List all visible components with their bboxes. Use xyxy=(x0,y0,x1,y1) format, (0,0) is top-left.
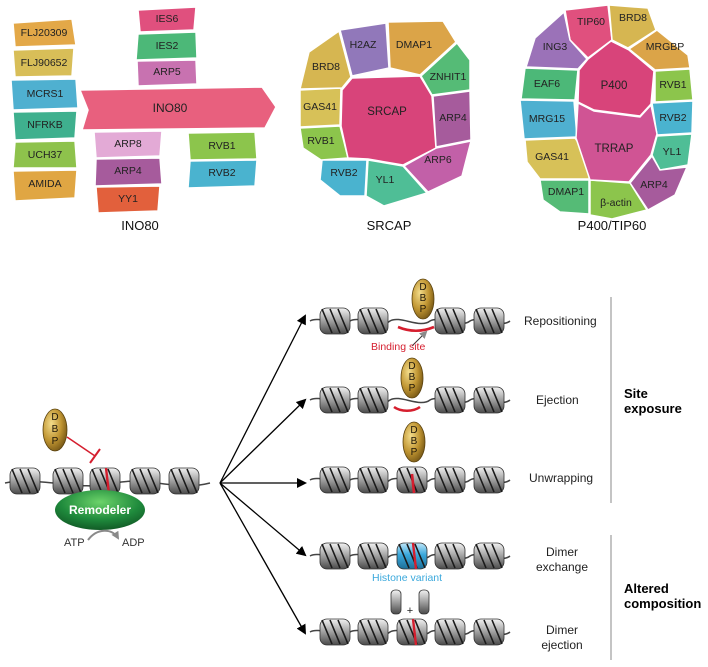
nucleosome-row xyxy=(10,468,199,494)
outcome-label-dimer-exchange: Dimer exchange xyxy=(535,545,589,574)
outcome-repositioning xyxy=(310,279,510,346)
ino80-complex xyxy=(11,7,276,233)
remodeler-input xyxy=(5,409,210,549)
inhibition-bar xyxy=(90,449,100,463)
nucleosome xyxy=(358,619,388,645)
subunit-label: AMIDA xyxy=(28,178,62,190)
subunit-label: DMAP1 xyxy=(547,186,585,198)
binding-site xyxy=(398,327,434,331)
subunit-label: RVB1 xyxy=(208,140,236,152)
subunit-label: GAS41 xyxy=(303,101,337,113)
nucleosome xyxy=(397,543,427,569)
subunit-label: TRRAP xyxy=(594,143,634,155)
subunit-label: H2AZ xyxy=(349,39,377,51)
outcome-unwrapping xyxy=(310,422,510,493)
dbp-letter: D xyxy=(419,282,427,293)
histone-dimer xyxy=(391,590,401,614)
adp-label: ADP xyxy=(122,537,145,549)
subunit-label: P400 xyxy=(600,80,628,92)
subunit-label: DMAP1 xyxy=(395,39,433,51)
binding-site-label: Binding site xyxy=(371,341,426,353)
subunit-label: YY1 xyxy=(118,193,138,205)
subunit-label: FLJ90652 xyxy=(20,57,68,69)
nucleosome xyxy=(474,387,504,413)
outcome-ejection xyxy=(310,358,510,413)
histone-dimer xyxy=(419,590,429,614)
nucleosome xyxy=(435,619,465,645)
outcome-label-unwrapping: Unwrapping xyxy=(529,471,594,485)
p400-title: P400/TIP60 xyxy=(577,218,647,233)
subunit-label: YL1 xyxy=(662,146,682,158)
subunit-srcap xyxy=(341,76,436,165)
nucleosome xyxy=(10,468,40,494)
subunit-label: ARP4 xyxy=(114,165,142,177)
ino80-title: INO80 xyxy=(121,218,159,233)
nucleosome xyxy=(358,387,388,413)
nucleosome xyxy=(320,467,350,493)
nucleosome xyxy=(474,619,504,645)
subunit-label: YL1 xyxy=(375,174,395,186)
subunit-label: MRGBP xyxy=(645,41,685,53)
nucleosome xyxy=(435,467,465,493)
dbp-letter: P xyxy=(408,383,416,394)
atp-label: ATP xyxy=(64,537,85,549)
nucleosome xyxy=(435,308,465,334)
subunit-label: ARP5 xyxy=(153,66,181,78)
group-site-exposure: Site exposure xyxy=(624,386,682,416)
subunit-label: ARP4 xyxy=(439,112,467,124)
dbp-letter: D xyxy=(51,412,59,423)
nucleosome xyxy=(320,387,350,413)
subunit-label: SRCAP xyxy=(367,106,407,118)
subunit-label: INO80 xyxy=(152,101,188,115)
subunit-label: ING3 xyxy=(542,41,568,53)
outcome-label-ejection: Ejection xyxy=(536,393,579,407)
group-altered-composition: Altered composition xyxy=(624,581,702,611)
nucleosome xyxy=(53,468,83,494)
subunit-label: MRG15 xyxy=(528,113,566,125)
dbp-protein xyxy=(401,358,423,398)
subunit-label: UCH37 xyxy=(27,149,63,161)
subunit-label: RVB1 xyxy=(307,135,335,147)
outcome-dimer-ejection xyxy=(310,590,510,645)
binding-site xyxy=(394,407,420,411)
dbp-protein xyxy=(403,422,425,462)
p400-complex xyxy=(520,5,693,233)
inhibition-arrow xyxy=(67,437,95,456)
srcap-title: SRCAP xyxy=(366,218,412,233)
subunit-label: RVB2 xyxy=(659,112,687,124)
outcome-label-dimer-ejection: Dimer ejection xyxy=(541,623,583,652)
nucleosome xyxy=(474,467,504,493)
dbp-letter: P xyxy=(419,304,427,315)
srcap-complex xyxy=(300,21,471,233)
dbp-letter: B xyxy=(408,372,416,383)
outcome-arrows xyxy=(220,316,305,633)
nucleosome xyxy=(397,619,427,645)
outcome-label-repositioning: Repositioning xyxy=(524,314,597,328)
nucleosome xyxy=(474,543,504,569)
dbp-letter: P xyxy=(51,436,59,447)
subunit-label: EAF6 xyxy=(533,78,561,90)
nucleosome xyxy=(358,543,388,569)
nucleosome xyxy=(474,308,504,334)
subunit-label: TIP60 xyxy=(576,16,606,28)
subunit-label: RVB2 xyxy=(208,167,236,179)
dbp-letter: B xyxy=(410,436,418,447)
subunit-label: IES2 xyxy=(155,40,179,52)
subunit-label: MCRS1 xyxy=(26,88,64,100)
nucleosome xyxy=(435,543,465,569)
dbp-letter: P xyxy=(410,447,418,458)
outcome-dimer-exchange xyxy=(310,543,510,569)
nucleosome xyxy=(130,468,160,494)
dbp-letter: B xyxy=(51,424,59,435)
subunit-label: ZNHIT1 xyxy=(429,71,467,83)
nucleosome xyxy=(320,308,350,334)
subunit-label: ARP8 xyxy=(114,138,142,150)
nucleosome xyxy=(90,468,120,494)
subunit-label: GAS41 xyxy=(535,151,569,163)
subunit-label: BRD8 xyxy=(618,12,648,24)
subunit-label: RVB2 xyxy=(330,167,358,179)
remodeler-label: Remodeler xyxy=(68,503,132,517)
subunit-label: RVB1 xyxy=(659,79,687,91)
nucleosome xyxy=(358,467,388,493)
subunit-label: β-actin xyxy=(600,197,632,209)
nucleosome xyxy=(320,543,350,569)
subunit-label: FLJ20309 xyxy=(20,27,68,39)
dbp-letter: D xyxy=(410,425,418,436)
dbp-letter: B xyxy=(419,293,427,304)
subunit-label: ARP4 xyxy=(640,179,668,191)
plus-sign: + xyxy=(406,605,414,617)
dbp-letter: D xyxy=(408,361,416,372)
outcome-groups xyxy=(611,297,701,660)
nucleosome xyxy=(358,308,388,334)
histone-variant-label: Histone variant xyxy=(372,572,443,584)
subunit-label: IES6 xyxy=(155,13,179,25)
subunit-label: NFRKB xyxy=(27,119,63,131)
nucleosome xyxy=(169,468,199,494)
nucleosome xyxy=(320,619,350,645)
subunit-label: ARP6 xyxy=(424,154,452,166)
dbp-protein xyxy=(412,279,434,319)
atp-adp-arrow xyxy=(88,531,118,540)
subunit-label: BRD8 xyxy=(311,61,341,73)
nucleosome xyxy=(435,387,465,413)
